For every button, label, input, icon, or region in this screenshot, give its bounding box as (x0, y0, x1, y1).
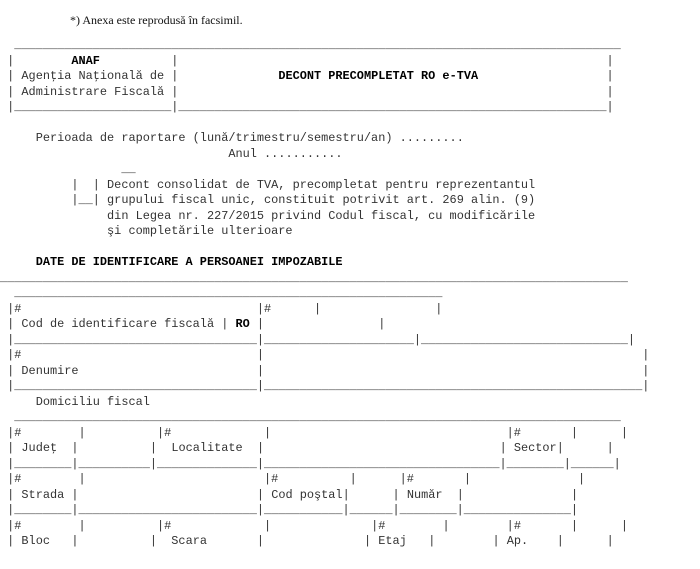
locality-input[interactable] (264, 441, 499, 455)
block-label: Bloc (21, 534, 50, 548)
apartment-label: Ap. (506, 534, 529, 548)
number-label: Număr (406, 487, 443, 502)
sector-label: Sector (513, 441, 557, 455)
section-title: DATE DE IDENTIFICARE A PERSOANEI IMPOZABILE (35, 255, 343, 269)
form-body: _____________________________________________________________________________________ | ANAF | | | Agenţia Naţională de | DECONT PRECOMPLETAT RO e-TVA | | Administrare Fiscală | | |______________________|____________________________________________________________| Perioada de raportare (lună/trimestru/semestru/an) ......... Anul ........... __ | | Decont consolidat de TVA, precompletat pentru reprezentantul |__| grupului fiscal unic, constituit potrivit art. 269 alin. (9) din Legea nr. 227/2015 privind Codul fiscal, cu modificările şi completările ulterioare DATE DE IDENTIFICARE A PERSOANEI IMPOZABILE ________________________________________________________________________________________ ____________________________________________________________ |# |# | | | Cod de identificare fiscală | RO | | |__________________________________|_____________________|_____________________________| |# | | | Denumire | | |__________________________________|_____________________________________________________| Domiciliu fiscal _____________________________________________________________________________________ |# | |# | |# | | | Judeţ | | Localitate | | Sector| | |________|__________|______________|_________________________________|________|______| |# | |# | |# | | | Strada | | Cod poştal| | Număr | | |________|_________________________|___________|______|________|_______________| |# | |# | |# | |# | | | Bloc | | Scara | | Etaj | | Ap. | | (0, 38, 650, 548)
consolidated-checkbox-bottom[interactable]: |__| (71, 193, 100, 207)
number-input[interactable] (464, 488, 571, 502)
name-label: Denumire (21, 363, 79, 378)
consolidated-text-line1: Decont consolidat de TVA, precompletat pentru reprezentantul (107, 177, 536, 192)
footnote: *) Anexa este reprodusă în facsimil. (70, 13, 243, 27)
consolidated-checkbox-top[interactable]: __ (121, 162, 136, 176)
block-input[interactable] (79, 534, 150, 548)
consolidated-text-line2: grupului fiscal unic, constituit potrivit art. 269 alin. (9) (107, 193, 536, 207)
consolidated-checkbox[interactable]: | | (71, 177, 100, 192)
floor-input[interactable] (435, 534, 492, 548)
postal-code-input[interactable] (350, 488, 393, 502)
authority-line2: Administrare Fiscală (21, 84, 165, 99)
domicile-label: Domiciliu fiscal (35, 394, 150, 409)
consolidated-text-line4: şi completările ulterioare (107, 224, 293, 238)
authority-short: ANAF (71, 53, 100, 68)
floor-label: Etaj (378, 534, 407, 548)
authority-line1: Agenţia Naţională de (21, 69, 165, 83)
stair-input[interactable] (264, 534, 364, 548)
document-title: DECONT PRECOMPLETAT RO e-TVA (278, 69, 479, 83)
sector-input[interactable] (564, 441, 607, 455)
cif-input[interactable] (264, 317, 378, 331)
year-label: Anul (228, 146, 257, 161)
county-input[interactable] (79, 441, 150, 455)
year-input[interactable]: ........... (264, 146, 343, 161)
street-label: Strada (21, 487, 65, 502)
street-input[interactable] (79, 488, 257, 502)
period-input[interactable]: ......... (399, 131, 464, 145)
county-label: Judeţ (21, 441, 58, 455)
period-label: Perioada de raportare (lună/trimestru/semestru/an) (35, 131, 393, 145)
stair-label: Scara (171, 534, 207, 548)
name-input[interactable] (264, 364, 642, 378)
cif-label: Cod de identificare fiscală (21, 317, 215, 331)
postal-code-label: Cod poştal (271, 487, 343, 502)
apartment-input[interactable] (564, 534, 607, 548)
consolidated-text-line3: din Legea nr. 227/2015 privind Codul fiscal, cu modificările (107, 208, 536, 223)
cif-prefix: RO (235, 317, 250, 331)
locality-label: Localitate (171, 441, 243, 455)
